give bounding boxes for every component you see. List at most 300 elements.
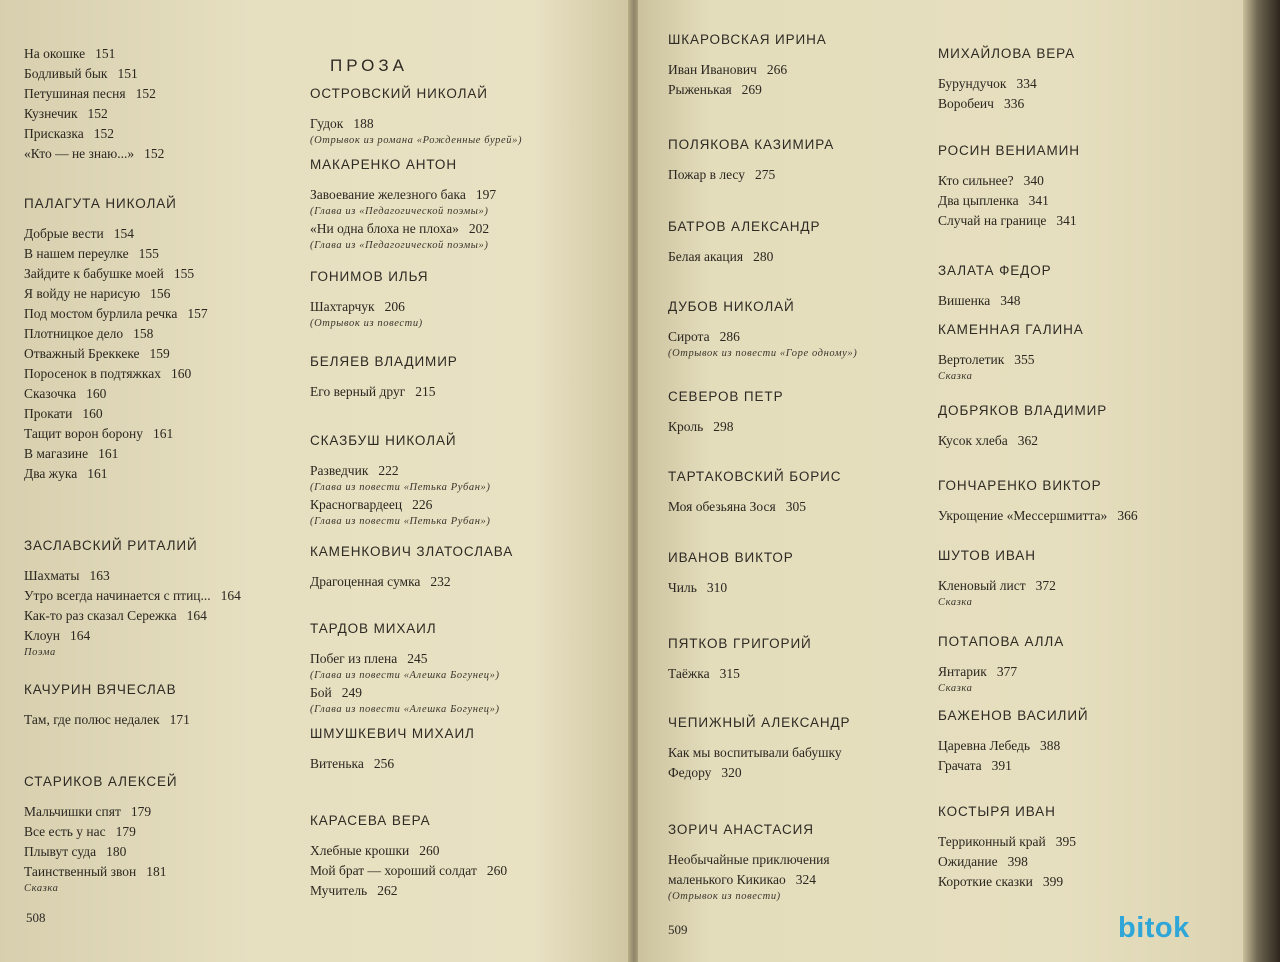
work-title: Отважный Бреккеке	[24, 346, 140, 361]
work-entry	[310, 754, 610, 774]
work-entry	[668, 60, 938, 80]
work-entry	[310, 185, 610, 205]
work-title: Моя обезьяна Зося	[668, 499, 776, 514]
page-ref: 155	[138, 246, 159, 261]
work-entry	[24, 424, 314, 444]
page-ref: 154	[113, 226, 135, 241]
work-title: Там, где полюс недалек	[24, 712, 160, 727]
work-title: Мальчишки спят	[24, 804, 121, 819]
work-title: «Ни одна блоха не плоха»	[310, 221, 459, 236]
work-title: Ожидание	[938, 854, 998, 869]
work-title: Разведчик	[310, 463, 369, 478]
work-entry	[310, 495, 610, 515]
work-entry	[24, 710, 314, 730]
work-entry	[310, 114, 610, 134]
work-entry	[310, 461, 610, 481]
work-title: Бурундучок	[938, 76, 1007, 91]
author-name: КАМЕННАЯ ГАЛИНА	[938, 322, 1084, 337]
work-title: Янтарик	[938, 664, 987, 679]
work-entry	[938, 171, 1218, 191]
work-title: Кусок хлеба	[938, 433, 1008, 448]
work-title: В нашем переулке	[24, 246, 129, 261]
work-title: маленького Кикикао	[668, 872, 786, 887]
page-ref: 286	[719, 329, 740, 344]
author-name: ПОЛЯКОВА КАЗИМИРА	[668, 137, 835, 152]
page-ref: 181	[146, 864, 167, 879]
author-entry	[938, 403, 1218, 451]
work-entry	[668, 743, 938, 763]
author-entry	[938, 548, 1218, 610]
author-entry	[668, 550, 938, 598]
author-entry	[24, 682, 314, 730]
page-ref: 249	[341, 685, 362, 700]
page-ref: 320	[721, 765, 742, 780]
work-title: На окошке	[24, 46, 86, 61]
author-name: ТАРДОВ МИХАИЛ	[310, 621, 437, 636]
author-name: БАЖЕНОВ ВАСИЛИЙ	[938, 708, 1089, 723]
work-title: Кто сильнее?	[938, 173, 1014, 188]
author-entry	[310, 544, 610, 592]
author-entry	[668, 137, 938, 185]
work-entry	[24, 404, 314, 424]
page-ref: 164	[220, 588, 241, 603]
work-title: Как-то раз сказал Сережка	[24, 608, 177, 623]
page-ref: 366	[1117, 508, 1138, 523]
work-entry	[24, 124, 314, 144]
work-entry	[938, 736, 1218, 756]
page-ref: 395	[1055, 834, 1076, 849]
author-entry	[310, 157, 610, 253]
work-entry	[938, 832, 1218, 852]
work-title: Кленовый лист	[938, 578, 1026, 593]
author-name: ШУТОВ ИВАН	[938, 548, 1036, 563]
page-ref: 152	[93, 126, 114, 141]
work-entry	[24, 364, 314, 384]
author-name: ЗАСЛАВСКИЙ РИТАЛИЙ	[24, 538, 198, 553]
author-entry	[24, 774, 314, 896]
page-ref: 206	[384, 299, 405, 314]
work-entry	[24, 84, 314, 104]
page-ref: 341	[1056, 213, 1077, 228]
author-entry	[938, 263, 1218, 311]
author-entry	[938, 478, 1218, 526]
author-entry	[938, 143, 1218, 231]
page-ref: 362	[1017, 433, 1039, 448]
work-note: (Глава из повести «Петька Рубан»)	[310, 482, 491, 493]
author-entry	[310, 86, 610, 148]
page-ref: 348	[1000, 293, 1021, 308]
work-entry	[938, 350, 1218, 370]
author-entry	[24, 538, 314, 660]
work-entry	[24, 464, 314, 484]
work-title: Утро всегда начинается с птиц...	[24, 588, 211, 603]
work-entry	[24, 842, 314, 862]
work-title: Таёжка	[668, 666, 710, 681]
work-entry	[24, 324, 314, 344]
author-name: БАТРОВ АЛЕКСАНДР	[668, 219, 821, 234]
page-ref: 151	[117, 66, 138, 81]
page-ref: 161	[98, 446, 119, 461]
page-ref: 160	[86, 386, 107, 401]
author-name: ЧЕПИЖНЫЙ АЛЕКСАНДР	[668, 715, 851, 730]
page-ref: 157	[187, 306, 208, 321]
page-ref: 245	[407, 651, 428, 666]
section-title-prose: ПРОЗА	[330, 56, 409, 75]
page-ref: 188	[353, 116, 374, 131]
work-title: Хлебные крошки	[310, 843, 410, 858]
author-entry	[668, 299, 938, 361]
work-title: Два жука	[24, 466, 78, 481]
page-ref: 160	[170, 366, 192, 381]
work-title: Бой	[310, 685, 332, 700]
work-entry	[938, 756, 1218, 776]
work-note: Сказка	[938, 597, 973, 608]
author-entry	[938, 322, 1218, 384]
author-name: ГОНИМОВ ИЛЬЯ	[310, 269, 429, 284]
work-entry	[310, 297, 610, 317]
work-entry	[938, 431, 1218, 451]
page-ref: 336	[1003, 96, 1025, 111]
work-title: Завоевание железного бака	[310, 187, 466, 202]
work-entry	[310, 382, 610, 402]
work-title: Прокати	[24, 406, 73, 421]
author-name: ПАЛАГУТА НИКОЛАЙ	[24, 196, 177, 211]
author-name: ГОНЧАРЕНКО ВИКТОР	[938, 478, 1102, 493]
author-entry	[310, 621, 610, 717]
page-ref: 298	[713, 419, 734, 434]
author-entry	[24, 196, 314, 484]
author-entry	[938, 634, 1218, 696]
page-ref: 391	[991, 758, 1012, 773]
author-entry	[668, 389, 938, 437]
work-title: Бодливый бык	[24, 66, 108, 81]
work-title: Белая акация	[668, 249, 744, 264]
work-title: Все есть у нас	[24, 824, 106, 839]
work-title: Витенька	[310, 756, 364, 771]
work-entry	[668, 497, 938, 517]
work-title: Необычайные приключения	[668, 852, 830, 867]
work-note: (Глава из повести «Алешка Богунец»)	[310, 704, 500, 715]
work-title: Укрощение «Мессершмитта»	[938, 508, 1108, 523]
work-title: Плывут суда	[24, 844, 97, 859]
work-title: Кроль	[668, 419, 704, 434]
work-entry	[24, 566, 314, 586]
page-ref: 202	[468, 221, 490, 236]
author-entry	[310, 726, 610, 774]
page-ref: 152	[144, 146, 165, 161]
work-title: Царевна Лебедь	[938, 738, 1031, 753]
work-title: Таинственный звон	[24, 864, 137, 879]
work-entry	[24, 264, 314, 284]
page-ref: 388	[1040, 738, 1061, 753]
work-title: Два цыпленка	[938, 193, 1019, 208]
work-title: Грачата	[938, 758, 982, 773]
author-entry	[668, 822, 938, 904]
work-entry	[24, 586, 314, 606]
work-title: Поросенок в подтяжках	[24, 366, 161, 381]
work-entry	[938, 852, 1218, 872]
page-ref: 158	[133, 326, 154, 341]
page-ref: 215	[415, 384, 436, 399]
work-entry	[668, 664, 938, 684]
page-ref: 260	[486, 863, 508, 878]
page-ref: 161	[87, 466, 108, 481]
work-entry	[24, 444, 314, 464]
author-name: ШМУШКЕВИЧ МИХАИЛ	[310, 726, 475, 741]
work-entry	[310, 683, 610, 703]
work-entry	[668, 327, 938, 347]
work-entry	[938, 506, 1218, 526]
work-note: (Глава из повести «Алешка Богунец»)	[310, 670, 500, 681]
work-title: Присказка	[24, 126, 84, 141]
work-title: Красногвардеец	[310, 497, 403, 512]
author-name: ШКАРОВСКАЯ ИРИНА	[668, 32, 827, 47]
work-entry	[24, 284, 314, 304]
author-name: ТАРТАКОВСКИЙ БОРИС	[668, 469, 842, 484]
work-title: Иван Иванович	[668, 62, 757, 77]
author-name: ПЯТКОВ ГРИГОРИЙ	[668, 636, 812, 651]
page-ref: 164	[186, 608, 207, 623]
page-ref: 269	[741, 82, 762, 97]
work-entry	[24, 384, 314, 404]
author-entry	[938, 708, 1218, 776]
author-entry	[668, 715, 938, 783]
page-ref: 152	[87, 106, 108, 121]
author-name: КАМЕНКОВИЧ ЗЛАТОСЛАВА	[310, 544, 514, 559]
author-name: МИХАЙЛОВА ВЕРА	[938, 46, 1076, 61]
work-title: Федору	[668, 765, 712, 780]
page-ref: 164	[69, 628, 91, 643]
author-name: ИВАНОВ ВИКТОР	[668, 550, 794, 565]
work-title: Я войду не нарисую	[24, 286, 141, 301]
right-page	[638, 0, 1243, 962]
work-title: Кузнечик	[24, 106, 78, 121]
work-title: Пожар в лесу	[668, 167, 745, 182]
page-ref: 399	[1042, 874, 1064, 889]
author-entry	[668, 219, 938, 267]
page-ref: 222	[378, 463, 399, 478]
work-title: Драгоценная сумка	[310, 574, 421, 589]
work-entry	[668, 850, 938, 870]
author-name: КАЧУРИН ВЯЧЕСЛАВ	[24, 682, 177, 697]
work-note: (Отрывок из романа «Рожденные бурей»)	[310, 135, 523, 146]
work-entry	[24, 104, 314, 124]
author-name: КОСТЫРЯ ИВАН	[938, 804, 1056, 819]
work-title: Побег из плена	[310, 651, 398, 666]
work-title: Вишенка	[938, 293, 991, 308]
work-title: Рыженькая	[668, 82, 732, 97]
work-title: Под мостом бурлила речка	[24, 306, 178, 321]
work-entry	[938, 576, 1218, 596]
page-ref: 275	[755, 167, 776, 182]
work-title: Короткие сказки	[938, 874, 1033, 889]
author-entry	[938, 804, 1218, 892]
page-ref: 151	[95, 46, 116, 61]
work-note: (Глава из «Педагогической поэмы»)	[310, 240, 489, 251]
work-title: Сказочка	[24, 386, 77, 401]
page-ref: 256	[373, 756, 395, 771]
page-ref: 226	[412, 497, 433, 512]
author-entry	[668, 32, 938, 100]
work-note: Сказка	[24, 883, 59, 894]
work-note: (Глава из «Педагогической поэмы»)	[310, 206, 489, 217]
page-ref: 262	[377, 883, 398, 898]
author-name: СЕВЕРОВ ПЕТР	[668, 389, 784, 404]
author-entry	[668, 636, 938, 684]
work-title: В магазине	[24, 446, 89, 461]
author-entry	[668, 469, 938, 517]
author-name: КАРАСЕВА ВЕРА	[310, 813, 431, 828]
work-entry	[310, 649, 610, 669]
work-entry	[938, 211, 1218, 231]
page-number-left: 508	[26, 910, 46, 925]
page-ref: 305	[785, 499, 806, 514]
page-ref: 341	[1028, 193, 1049, 208]
author-name: ЗАЛАТА ФЕДОР	[938, 263, 1052, 278]
work-note: (Отрывок из повести «Горе одному»)	[668, 348, 858, 359]
work-entry	[24, 822, 314, 842]
page-ref: 171	[169, 712, 190, 727]
work-entry	[668, 247, 938, 267]
work-entry	[24, 224, 314, 244]
page-edge-shadow	[1243, 0, 1280, 962]
work-note: Сказка	[938, 683, 973, 694]
work-entry	[24, 802, 314, 822]
work-entry	[310, 219, 610, 239]
work-title: Воробеич	[938, 96, 994, 111]
work-entry	[24, 64, 314, 84]
work-title: «Кто — не знаю...»	[24, 146, 135, 161]
work-title: Мой брат — хороший солдат	[310, 863, 477, 878]
author-name: БЕЛЯЕВ ВЛАДИМИР	[310, 354, 458, 369]
page-ref: 266	[766, 62, 788, 77]
page-ref: 355	[1014, 352, 1035, 367]
page-ref: 334	[1016, 76, 1037, 91]
author-name: ОСТРОВСКИЙ НИКОЛАЙ	[310, 86, 488, 101]
work-title: Как мы воспитывали бабушку	[668, 745, 842, 760]
page-ref: 377	[996, 664, 1018, 679]
work-title: Добрые вести	[24, 226, 104, 241]
work-entry	[24, 606, 314, 626]
page-ref: 310	[706, 580, 728, 595]
work-note: (Глава из повести «Петька Рубан»)	[310, 516, 491, 527]
work-entry	[668, 417, 938, 437]
page-ref: 156	[150, 286, 171, 301]
left-page	[0, 0, 630, 962]
work-entry	[310, 572, 610, 592]
author-entry	[938, 46, 1218, 114]
work-entry	[938, 94, 1218, 114]
page-ref: 232	[430, 574, 451, 589]
page-ref: 152	[135, 86, 156, 101]
work-title: Сирота	[668, 329, 710, 344]
work-title: Вертолетик	[938, 352, 1005, 367]
work-entry	[938, 662, 1218, 682]
work-title: Гудок	[310, 116, 344, 131]
page-number-right: 509	[668, 922, 688, 937]
author-entry	[310, 813, 610, 901]
page-ref: 180	[106, 844, 127, 859]
work-entry	[24, 244, 314, 264]
author-name: ЗОРИЧ АНАСТАСИЯ	[668, 822, 814, 837]
page-ref: 398	[1007, 854, 1028, 869]
page-ref: 340	[1023, 173, 1044, 188]
page-ref: 179	[115, 824, 136, 839]
author-entry	[310, 433, 610, 529]
work-entry	[668, 80, 938, 100]
page-ref: 324	[795, 872, 816, 887]
work-entry	[24, 304, 314, 324]
page-ref: 260	[419, 843, 440, 858]
work-title: Случай на границе	[938, 213, 1047, 228]
page-ref: 179	[130, 804, 152, 819]
work-title: Мучитель	[310, 883, 368, 898]
author-name: ПОТАПОВА АЛЛА	[938, 634, 1065, 649]
work-title: Клоун	[24, 628, 60, 643]
page-ref: 315	[719, 666, 740, 681]
work-entry	[668, 165, 938, 185]
work-entry	[938, 291, 1218, 311]
work-title: Чиль	[668, 580, 697, 595]
work-entry	[668, 870, 938, 890]
work-note: Поэма	[24, 647, 56, 658]
work-entry	[310, 861, 610, 881]
work-title: Петушиная песня	[24, 86, 126, 101]
work-entry	[310, 881, 610, 901]
work-entry	[668, 763, 938, 783]
work-entry	[938, 191, 1218, 211]
work-entry	[24, 344, 314, 364]
work-title: Шахматы	[24, 568, 80, 583]
author-name: ДОБРЯКОВ ВЛАДИМИР	[938, 403, 1108, 418]
page-ref: 197	[475, 187, 497, 202]
author-name: РОСИН ВЕНИАМИН	[938, 143, 1080, 158]
work-title: Его верный друг	[310, 384, 406, 399]
author-name: ДУБОВ НИКОЛАЙ	[668, 299, 795, 314]
work-title: Терриконный край	[938, 834, 1046, 849]
work-title: Шахтарчук	[310, 299, 375, 314]
page-ref: 372	[1035, 578, 1056, 593]
author-entry	[310, 354, 610, 402]
work-entry	[310, 841, 610, 861]
work-entry	[938, 872, 1218, 892]
page-ref: 159	[149, 346, 170, 361]
page-ref: 163	[89, 568, 110, 583]
work-title: Плотницкое дело	[24, 326, 124, 341]
page-ref: 161	[153, 426, 174, 441]
work-entry	[24, 144, 314, 164]
watermark-logo: bitok	[1118, 912, 1190, 944]
author-entry	[24, 44, 314, 164]
page-ref: 160	[82, 406, 103, 421]
work-entry	[24, 626, 314, 646]
author-name: СТАРИКОВ АЛЕКСЕЙ	[24, 774, 178, 789]
page-ref: 280	[753, 249, 774, 264]
work-entry	[668, 578, 938, 598]
work-note: (Отрывок из повести)	[310, 318, 423, 329]
author-name: МАКАРЕНКО АНТОН	[310, 157, 457, 172]
page-ref: 155	[173, 266, 195, 281]
author-entry	[310, 269, 610, 331]
work-title: Тащит ворон борону	[24, 426, 144, 441]
work-note: Сказка	[938, 371, 973, 382]
work-entry	[24, 44, 314, 64]
work-title: Зайдите к бабушке моей	[24, 266, 164, 281]
author-name: СКАЗБУШ НИКОЛАЙ	[310, 433, 457, 448]
work-entry	[938, 74, 1218, 94]
work-note: (Отрывок из повести)	[668, 891, 781, 902]
work-entry	[24, 862, 314, 882]
